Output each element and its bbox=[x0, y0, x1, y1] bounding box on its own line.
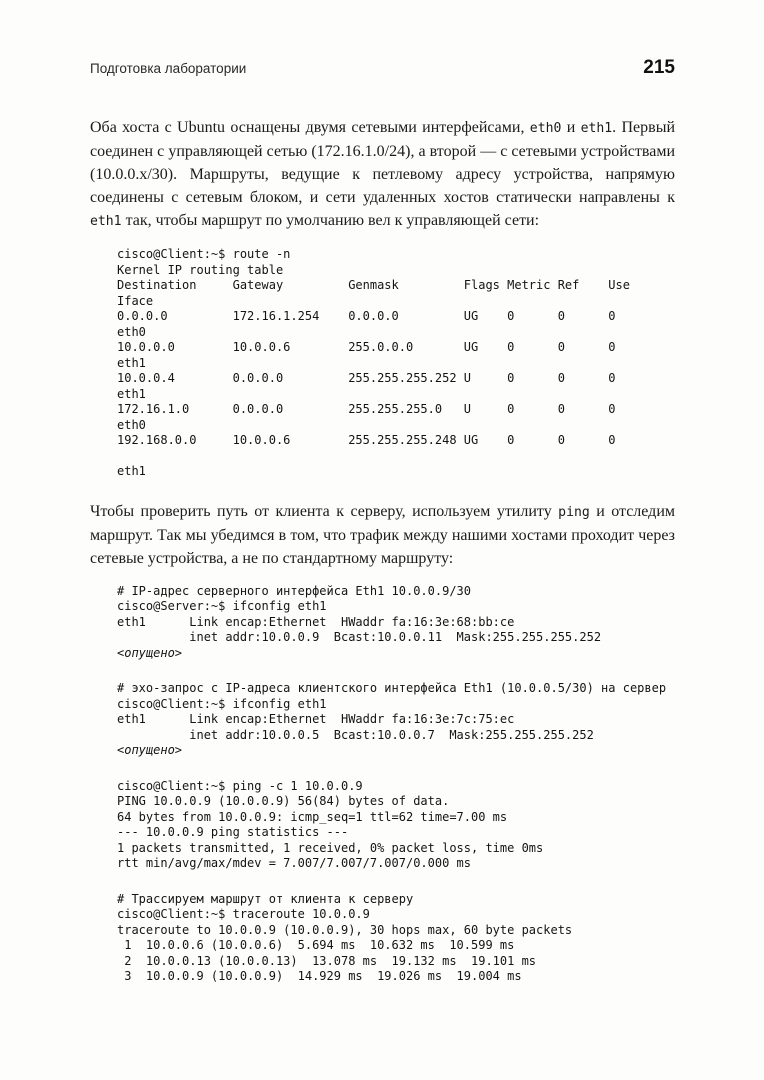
code-line: PING 10.0.0.9 (10.0.0.9) 56(84) bytes of data. bbox=[117, 794, 450, 808]
page-header bbox=[90, 57, 675, 79]
paragraph-text: и отследим маршрут. Так мы убедимся в том, что трафик между нашими хостами проходит через сетевые устройства, а не по стандартному маршруту: bbox=[90, 502, 676, 567]
code-line: 1 10.0.0.6 (10.0.0.6) 5.694 ms 10.632 ms 10.599 ms bbox=[117, 938, 515, 952]
code-line: inet addr:10.0.0.9 Bcast:10.0.0.11 Mask:255.255.255.252 bbox=[117, 630, 602, 644]
code-line: eth1 Link encap:Ethernet HWaddr fa:16:3e:68:bb:ce bbox=[117, 614, 515, 629]
code-line bbox=[117, 449, 675, 465]
code-line: # IP-адрес серверного интерфейса Eth1 10.0.0.9/30 bbox=[117, 583, 472, 598]
inline-code: eth1 bbox=[580, 121, 613, 136]
code-line: 64 bytes from 10.0.0.9: icmp_seq=1 ttl=62 time=7.00 ms bbox=[117, 809, 508, 824]
code-line: cisco@Client:~$ route -n bbox=[117, 247, 291, 261]
code-line: cisco@Client:~$ traceroute 10.0.0.9 bbox=[117, 907, 370, 921]
code-block bbox=[117, 892, 675, 985]
paragraph bbox=[90, 116, 675, 233]
code-line: eth1 bbox=[117, 386, 146, 401]
inline-code: eth0 bbox=[529, 121, 562, 136]
paragraph-text: Чтобы проверить путь от клиента к серверу, используем утилиту bbox=[90, 502, 559, 520]
code-line: 0.0.0.0 172.16.1.254 0.0.0.0 UG 0 0 0 bbox=[117, 309, 616, 323]
code-line: eth1 bbox=[117, 355, 146, 370]
paragraph-text: и bbox=[561, 119, 581, 136]
paragraph-text: так, чтобы маршрут по умолчанию вел к управляющей сети: bbox=[121, 212, 540, 229]
code-line: 10.0.0.0 10.0.0.6 255.0.0.0 UG 0 0 0 bbox=[117, 340, 616, 354]
code-line: <опущено> bbox=[117, 743, 183, 757]
code-line: 1 packets transmitted, 1 received, 0% packet loss, time 0ms bbox=[117, 840, 544, 855]
paragraph-text: Оба хоста с Ubuntu оснащены двумя сетевыми интерфейсами, bbox=[90, 119, 530, 136]
code-line: eth0 bbox=[117, 324, 146, 339]
code-line: cisco@Client:~$ ifconfig eth1 bbox=[117, 696, 327, 711]
code-line: # эхо-запрос с IP-адреса клиентского интерфейса Eth1 (10.0.0.5/30) на сервер bbox=[117, 681, 667, 695]
code-line: eth1 Link encap:Ethernet HWaddr fa:16:3e:7c:75:ec bbox=[117, 712, 515, 726]
code-line: 172.16.1.0 0.0.0.0 255.255.255.0 U 0 0 0 bbox=[117, 402, 616, 416]
code-line: 2 10.0.0.13 (10.0.0.13) 13.078 ms 19.132 ms 19.101 ms bbox=[117, 953, 537, 968]
code-line: # Трассируем маршрут от клиента к серверу bbox=[117, 891, 414, 906]
code-line: <опущено> bbox=[117, 645, 183, 660]
paragraph-text: . Первый соединен с управляющей сетью (172.16.1.0/24), а второй — с сетевыми устройствами (10.0.0.x/30). Маршруты, ведущие к петлевому адресу устройства, напрямую соединены с сетевым блоком, и сети удаленных хостов статически направлены к bbox=[90, 119, 676, 206]
inline-code: eth1 bbox=[90, 214, 122, 229]
code-line: Kernel IP routing table bbox=[117, 262, 284, 277]
code-line: rtt min/avg/max/mdev = 7.007/7.007/7.007/0.000 ms bbox=[117, 856, 472, 870]
page-content bbox=[90, 116, 675, 985]
code-line: cisco@Server:~$ ifconfig eth1 bbox=[117, 599, 327, 613]
code-block bbox=[117, 779, 675, 872]
code-line: 192.168.0.0 10.0.0.6 255.255.255.248 UG 0 0 0 bbox=[117, 433, 616, 447]
page-number: 215 bbox=[643, 57, 675, 78]
code-block bbox=[117, 584, 675, 662]
code-line: 10.0.0.4 0.0.0.0 255.255.255.252 U 0 0 0 bbox=[117, 371, 616, 385]
code-line: --- 10.0.0.9 ping statistics --- bbox=[117, 825, 349, 839]
running-header: Подготовка лаборатории bbox=[90, 61, 247, 76]
code-line: traceroute to 10.0.0.9 (10.0.0.9), 30 hops max, 60 byte packets bbox=[117, 922, 573, 937]
code-line: 3 10.0.0.9 (10.0.0.9) 14.929 ms 19.026 ms 19.004 ms bbox=[117, 969, 522, 983]
code-line: inet addr:10.0.0.5 Bcast:10.0.0.7 Mask:255.255.255.252 bbox=[117, 727, 594, 742]
inline-code: ping bbox=[558, 504, 590, 520]
code-line: Iface bbox=[117, 293, 154, 308]
code-block bbox=[117, 247, 675, 480]
code-line: eth1 bbox=[117, 464, 146, 478]
code-line: cisco@Client:~$ ping -c 1 10.0.0.9 bbox=[117, 778, 363, 793]
code-block bbox=[117, 681, 675, 759]
paragraph bbox=[90, 500, 675, 570]
code-line: eth0 bbox=[117, 417, 146, 432]
code-line: Destination Gateway Genmask Flags Metric Ref Use bbox=[117, 278, 630, 292]
